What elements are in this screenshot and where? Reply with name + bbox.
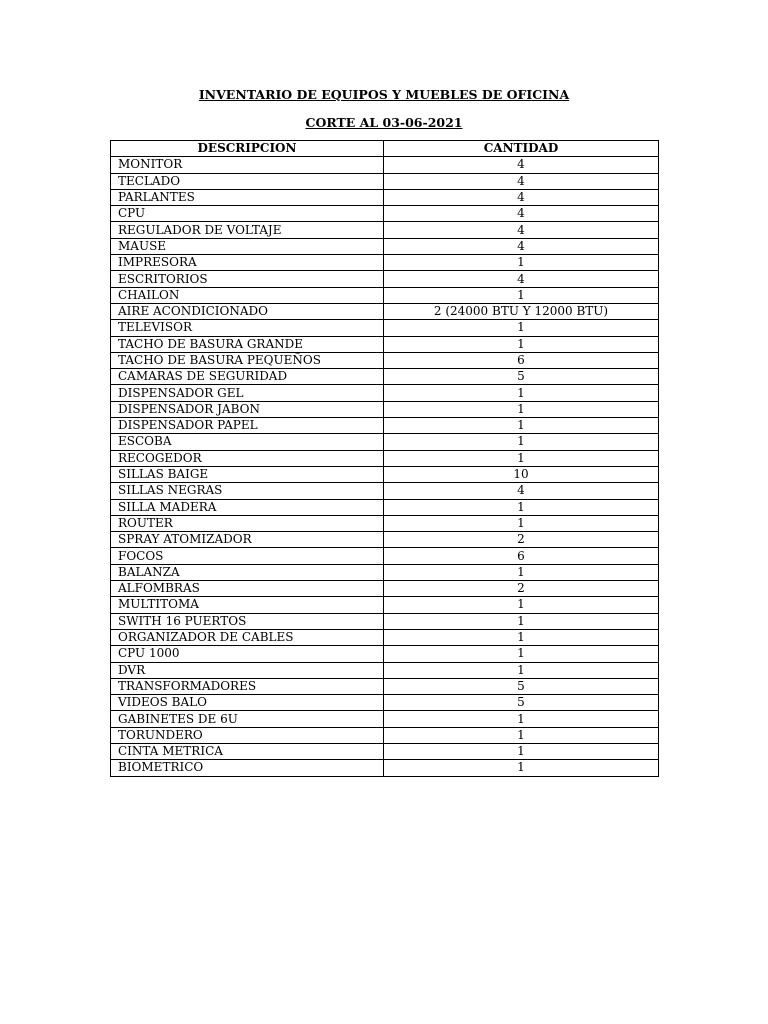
item-quantity: 4: [384, 271, 659, 287]
item-description: ALFOMBRAS: [111, 581, 384, 597]
item-quantity: 1: [384, 760, 659, 776]
table-row: [111, 678, 659, 694]
item-quantity: 1: [384, 336, 659, 352]
table-row: [111, 418, 659, 434]
item-description: TELEVISOR: [111, 320, 384, 336]
item-quantity: 2 (24000 BTU Y 12000 BTU): [384, 303, 659, 319]
table-row: [111, 173, 659, 189]
item-description: PARLANTES: [111, 189, 384, 205]
item-quantity: 5: [384, 695, 659, 711]
table-row: [111, 434, 659, 450]
table-row: [111, 515, 659, 531]
table-row: [111, 629, 659, 645]
table-row: [111, 385, 659, 401]
table-row: [111, 271, 659, 287]
item-quantity: 1: [384, 385, 659, 401]
column-header-description: DESCRIPCION: [111, 141, 384, 157]
table-row: [111, 303, 659, 319]
item-quantity: 10: [384, 466, 659, 482]
item-description: CHAILON: [111, 287, 384, 303]
item-description: MONITOR: [111, 157, 384, 173]
document-subtitle: CORTE AL 03-06-2021: [305, 115, 463, 130]
table-row: [111, 597, 659, 613]
item-description: MAUSE: [111, 238, 384, 254]
table-row: [111, 157, 659, 173]
item-description: TACHO DE BASURA PEQUEÑOS: [111, 352, 384, 368]
item-description: SWITH 16 PUERTOS: [111, 613, 384, 629]
item-description: VIDEOS BALO: [111, 695, 384, 711]
table-body: [111, 157, 659, 776]
item-description: TORUNDERO: [111, 727, 384, 743]
item-description: TRANSFORMADORES: [111, 678, 384, 694]
item-description: IMPRESORA: [111, 255, 384, 271]
inventory-table: [110, 140, 659, 777]
item-description: REGULADOR DE VOLTAJE: [111, 222, 384, 238]
table-row: [111, 401, 659, 417]
item-quantity: 1: [384, 629, 659, 645]
item-quantity: 4: [384, 222, 659, 238]
item-quantity: 4: [384, 238, 659, 254]
item-description: AIRE ACONDICIONADO: [111, 303, 384, 319]
item-quantity: 4: [384, 189, 659, 205]
item-quantity: 1: [384, 613, 659, 629]
item-quantity: 6: [384, 352, 659, 368]
item-description: TECLADO: [111, 173, 384, 189]
item-description: ORGANIZADOR DE CABLES: [111, 629, 384, 645]
item-description: DISPENSADOR PAPEL: [111, 418, 384, 434]
item-quantity: 1: [384, 727, 659, 743]
table-row: [111, 760, 659, 776]
item-description: TACHO DE BASURA GRANDE: [111, 336, 384, 352]
item-quantity: 1: [384, 564, 659, 580]
item-quantity: 4: [384, 483, 659, 499]
table-row: [111, 189, 659, 205]
item-description: ESCRITORIOS: [111, 271, 384, 287]
table-row: [111, 336, 659, 352]
table-row: [111, 695, 659, 711]
item-description: BALANZA: [111, 564, 384, 580]
item-quantity: 2: [384, 532, 659, 548]
item-description: RECOGEDOR: [111, 450, 384, 466]
item-quantity: 1: [384, 255, 659, 271]
item-description: DISPENSADOR GEL: [111, 385, 384, 401]
table-row: [111, 206, 659, 222]
table-row: [111, 743, 659, 759]
item-quantity: 4: [384, 157, 659, 173]
table-row: [111, 711, 659, 727]
table-row: [111, 450, 659, 466]
table-row: [111, 499, 659, 515]
table-row: [111, 532, 659, 548]
item-description: SPRAY ATOMIZADOR: [111, 532, 384, 548]
item-quantity: 1: [384, 401, 659, 417]
item-quantity: 5: [384, 678, 659, 694]
item-description: FOCOS: [111, 548, 384, 564]
item-quantity: 1: [384, 434, 659, 450]
item-quantity: 1: [384, 450, 659, 466]
table-row: [111, 352, 659, 368]
item-quantity: 1: [384, 499, 659, 515]
table-header-row: [111, 141, 659, 157]
table-row: [111, 564, 659, 580]
item-description: GABINETES DE 6U: [111, 711, 384, 727]
item-quantity: 4: [384, 206, 659, 222]
table-row: [111, 255, 659, 271]
item-description: DVR: [111, 662, 384, 678]
item-quantity: 1: [384, 662, 659, 678]
item-description: CINTA METRICA: [111, 743, 384, 759]
table-row: [111, 369, 659, 385]
item-quantity: 1: [384, 287, 659, 303]
item-description: CPU 1000: [111, 646, 384, 662]
table-row: [111, 287, 659, 303]
table-row: [111, 613, 659, 629]
column-header-quantity: CANTIDAD: [384, 141, 659, 157]
item-description: SILLAS BAIGE: [111, 466, 384, 482]
item-description: MULTITOMA: [111, 597, 384, 613]
item-description: CAMARAS DE SEGURIDAD: [111, 369, 384, 385]
table-row: [111, 466, 659, 482]
item-description: DISPENSADOR JABON: [111, 401, 384, 417]
table-row: [111, 662, 659, 678]
item-quantity: 1: [384, 597, 659, 613]
item-description: BIOMETRICO: [111, 760, 384, 776]
item-description: CPU: [111, 206, 384, 222]
item-description: SILLA MADERA: [111, 499, 384, 515]
item-quantity: 1: [384, 646, 659, 662]
item-description: SILLAS NEGRAS: [111, 483, 384, 499]
table-row: [111, 581, 659, 597]
item-quantity: 1: [384, 320, 659, 336]
table-row: [111, 222, 659, 238]
item-quantity: 1: [384, 711, 659, 727]
item-description: ESCOBA: [111, 434, 384, 450]
item-quantity: 1: [384, 743, 659, 759]
table-row: [111, 727, 659, 743]
item-quantity: 5: [384, 369, 659, 385]
item-quantity: 1: [384, 418, 659, 434]
item-quantity: 1: [384, 515, 659, 531]
table-row: [111, 483, 659, 499]
table-row: [111, 548, 659, 564]
item-quantity: 2: [384, 581, 659, 597]
item-quantity: 6: [384, 548, 659, 564]
item-description: ROUTER: [111, 515, 384, 531]
table-row: [111, 320, 659, 336]
item-quantity: 4: [384, 173, 659, 189]
document-title: INVENTARIO DE EQUIPOS Y MUEBLES DE OFICINA: [198, 87, 570, 102]
table-row: [111, 646, 659, 662]
table-row: [111, 238, 659, 254]
